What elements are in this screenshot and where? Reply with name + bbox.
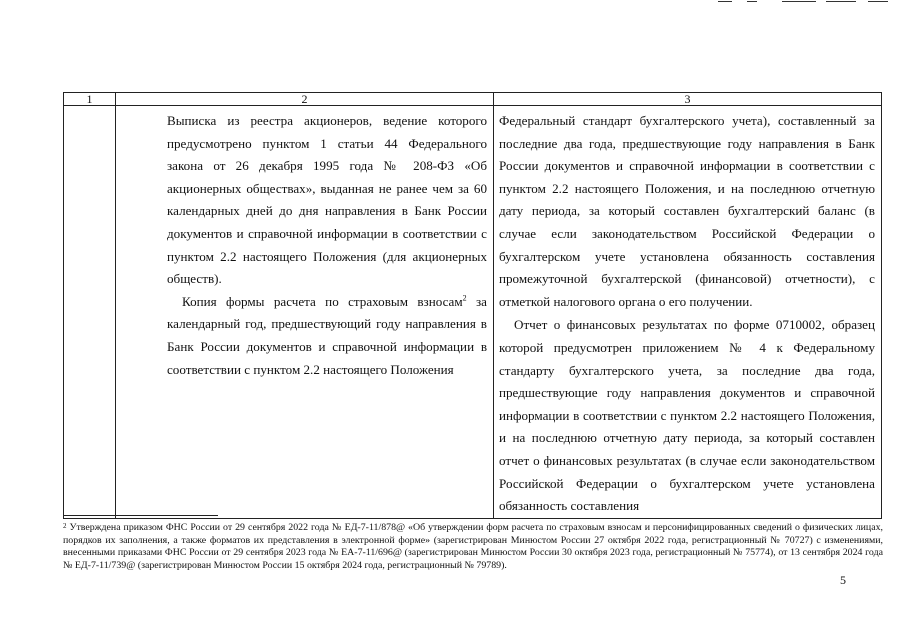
footnote-mark: 2: [63, 522, 67, 530]
column-header-1: 1: [64, 93, 116, 106]
footnote-reference: 2: [462, 293, 467, 303]
paragraph-text-end: за календарный год, предшествующий году направления в Банк России документов и справочной информации в соответствии с пунктом 2.2 настоящего Положения: [167, 293, 487, 377]
insurance-contributions-paragraph: [167, 291, 487, 381]
table-header-row: [64, 93, 882, 106]
footnote-text: Утверждена приказом ФНС России от 29 сентября 2022 года № ЕД-7-11/878@ «Об утверждении форм расчета по страховым взносам и персонифицированных сведений о физических лицах, порядков их заполнения, а также форматов их представления в электронной форме» (зарегистрирован Минюстом России 27 октября 2022 года, регистрационный № 70727) с изменениями, внесенными приказами ФНС России от 29 сентября 2023 года № ЕА-7-11/696@ (зарегистрирован Минюстом России 30 октября 2023 года, регистрационный № 75774), от 13 сентября 2024 года № ЕД-7-11/739@ (зарегистрирован Минюстом России 15 октября 2024 года, регистрационный № 79789).: [63, 522, 883, 571]
column-1-cell: [64, 106, 116, 519]
column-2-cell: [116, 106, 494, 519]
column-3-cell: [494, 106, 882, 519]
financial-results-paragraph: Отчет о финансовых результатах по форме 0710002, образец которой предусмотрен приложением № 4 к Федеральному стандарту бухгалтерского учета, за последние два года, предшествующие году направления документов и справочной информации в соответствии с пунктом 2.2 настоящего Положения, и на последнюю отчетную дату периода, за который составлен отчет о финансовых результатах (в случае если законодательством Российской Федерации о бухгалтерском учете установлена обязанность составления: [499, 317, 875, 514]
column-header-2: 2: [116, 93, 494, 106]
top-edge-marks: [0, 0, 905, 8]
footnote: [63, 520, 883, 572]
document-table: [63, 92, 882, 519]
footnote-separator: [63, 515, 218, 516]
balance-sheet-paragraph: Федеральный стандарт бухгалтерского учета), составленный за последние два года, предшествующие году направления в Банк России документов и справочной информации в соответствии с пунктом 2.2 настоящего Положения, и на последнюю отчетную дату периода, за который составлен бухгалтерский баланс (в случае если законодательством Российской Федерации о бухгалтерском учете установлена обязанность составления промежуточной бухгалтерской (финансовой) отчетности), с отметкой налогового органа о его получении.: [499, 113, 875, 309]
paragraph-text-start: Копия формы расчета по страховым взносам: [182, 293, 463, 309]
shareholder-register-extract-paragraph: Выписка из реестра акционеров, ведение которого предусмотрено пунктом 1 статьи 44 Федерального закона от 26 декабря 1995 года № 208-ФЗ «Об акционерных обществах», выданная не ранее чем за 60 календарных дней до дня направления в Банк России документов и справочной информации в соответствии с пунктом 2.2 настоящего Положения (для акционерных обществ).: [167, 113, 487, 287]
table-row: [64, 106, 882, 519]
column-header-3: 3: [494, 93, 882, 106]
page-number: 5: [840, 573, 846, 587]
